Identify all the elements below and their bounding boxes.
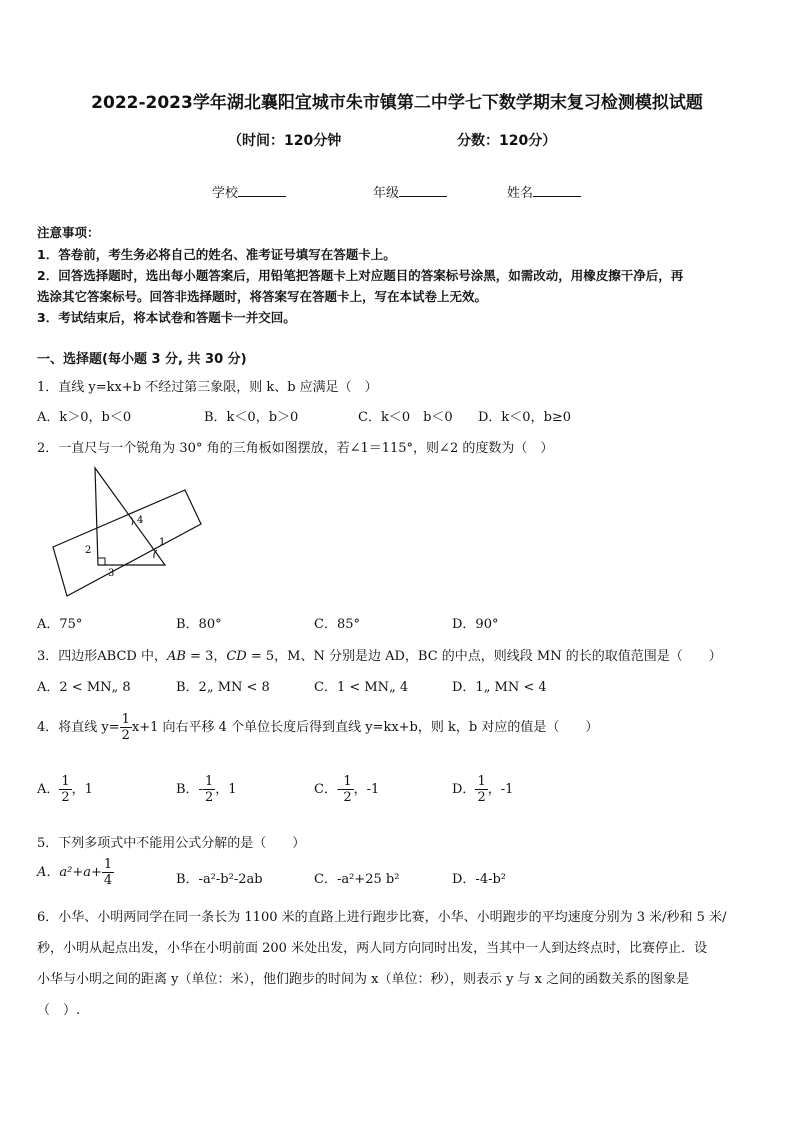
note-2b: 选涂其它答案标号。回答非选择题时，将答案写在答题卡上，写在本试卷上无效。 bbox=[37, 289, 488, 304]
q6-line-4: （ ）. bbox=[37, 1003, 81, 1018]
q4-option-d: D． $\frac{1}{2}$ ，-1 bbox=[452, 774, 514, 805]
q1-option-a: A．k＞0，b＜0 bbox=[37, 410, 132, 425]
q1-option-b: B．k＜0，b＞0 bbox=[204, 410, 299, 425]
q5-option-d: D．-4-b² bbox=[452, 872, 507, 887]
q3-option-c: C．1 < MN„ 4 bbox=[314, 680, 409, 695]
q5-option-b: B．-a²-b²-2ab bbox=[176, 872, 263, 887]
q3-option-a: A．2 < MN„ 8 bbox=[37, 680, 131, 695]
q1-option-c: C．k＜0 b＜0 bbox=[358, 410, 453, 425]
grade-field: 年级 bbox=[373, 182, 447, 201]
note-2a: 2．回答选择题时，选出每小题答案后，用铅笔把答题卡上对应题目的答案标号涂黑，如需改动，用橡皮擦干净后，再 bbox=[37, 268, 684, 283]
q4-fraction: $\frac{1}{2}$ bbox=[121, 712, 130, 743]
school-field: 学校 bbox=[212, 182, 286, 201]
angle-label-1: 1 bbox=[159, 537, 166, 548]
q2-option-b: B．80° bbox=[176, 617, 222, 632]
q3-option-d: D．1„ MN < 4 bbox=[452, 680, 547, 695]
q5-stem: 5．下列多项式中不能用公式分解的是（ ） bbox=[37, 836, 306, 851]
angle-label-4: 4 bbox=[137, 515, 144, 526]
q1-option-d: D．k＜0，b≥0 bbox=[478, 410, 572, 425]
section-heading: 一、选择题(每小题 3 分, 共 30 分) bbox=[37, 352, 247, 367]
q3-option-b: B．2„ MN < 8 bbox=[176, 680, 270, 695]
exam-time: （时间：120分钟 bbox=[228, 133, 342, 149]
q5-option-c: C．-a²+25 b² bbox=[314, 872, 400, 887]
q4-option-c: C．- $\frac{1}{2}$ ，-1 bbox=[314, 774, 380, 805]
q6-line-2: 秒，小明从起点出发，小华在小明前面 200 米处出发，两人同方向同时出发，当其中一人到达终点时，比赛停止．设 bbox=[37, 941, 708, 956]
q1-stem: 1．直线 y=kx+b 不经过第三象限，则 k、b 应满足（ ） bbox=[37, 380, 378, 395]
q5-option-a: A．a²+a+ $\frac{1}{4}$ bbox=[37, 857, 113, 888]
angle-label-2: 2 bbox=[85, 545, 92, 556]
name-field: 姓名 bbox=[507, 182, 581, 201]
q3-stem: 3．四边形ABCD 中，AB = 3，CD = 5，M、N 分别是边 AD，BC 的中点，则线段 MN 的长的取值范围是（ ） bbox=[37, 649, 722, 664]
q4-stem: 4．将直线 y= $\frac{1}{2}$ x+1 向右平移 4 个单位长度后得到直线 y=kx+b，则 k，b 对应的值是（ ） bbox=[37, 712, 599, 743]
q4-option-b: B．- $\frac{1}{2}$ ，1 bbox=[176, 774, 237, 805]
note-3: 3．考试结束后，将本试卷和答题卡一并交回。 bbox=[37, 310, 296, 325]
q2-stem: 2．一直尺与一个锐角为 30° 角的三角板如图摆放，若∠1＝115°，则∠2 的度数为（ ） bbox=[37, 441, 554, 456]
q2-option-d: D．90° bbox=[452, 617, 499, 632]
q6-line-1: 6．小华、小明两同学在同一条长为 1100 米的直路上进行跑步比赛，小华、小明跑步的平均速度分别为 3 米/秒和 5 米/ bbox=[37, 910, 727, 925]
note-1: 1．答卷前，考生务必将自己的姓名、准考证号填写在答题卡上。 bbox=[37, 247, 396, 262]
exam-score: 分数：120分） bbox=[457, 133, 557, 149]
exam-title: 2022-2023学年湖北襄阳宜城市朱市镇第二中学七下数学期末复习检测模拟试题 bbox=[91, 93, 703, 113]
q2-option-a: A．75° bbox=[37, 617, 83, 632]
q6-line-3: 小华与小明之间的距离 y（单位：米），他们跑步的时间为 x（单位：秒），则表示 y 与 x 之间的函数关系的图象是 bbox=[37, 972, 690, 987]
angle-label-3: 3 bbox=[108, 568, 115, 579]
ruler-triangle-figure bbox=[45, 462, 215, 602]
q4-option-a: A． $\frac{1}{2}$ ，1 bbox=[37, 774, 93, 805]
notes-heading: 注意事项： bbox=[37, 225, 100, 240]
q2-option-c: C．85° bbox=[314, 617, 360, 632]
